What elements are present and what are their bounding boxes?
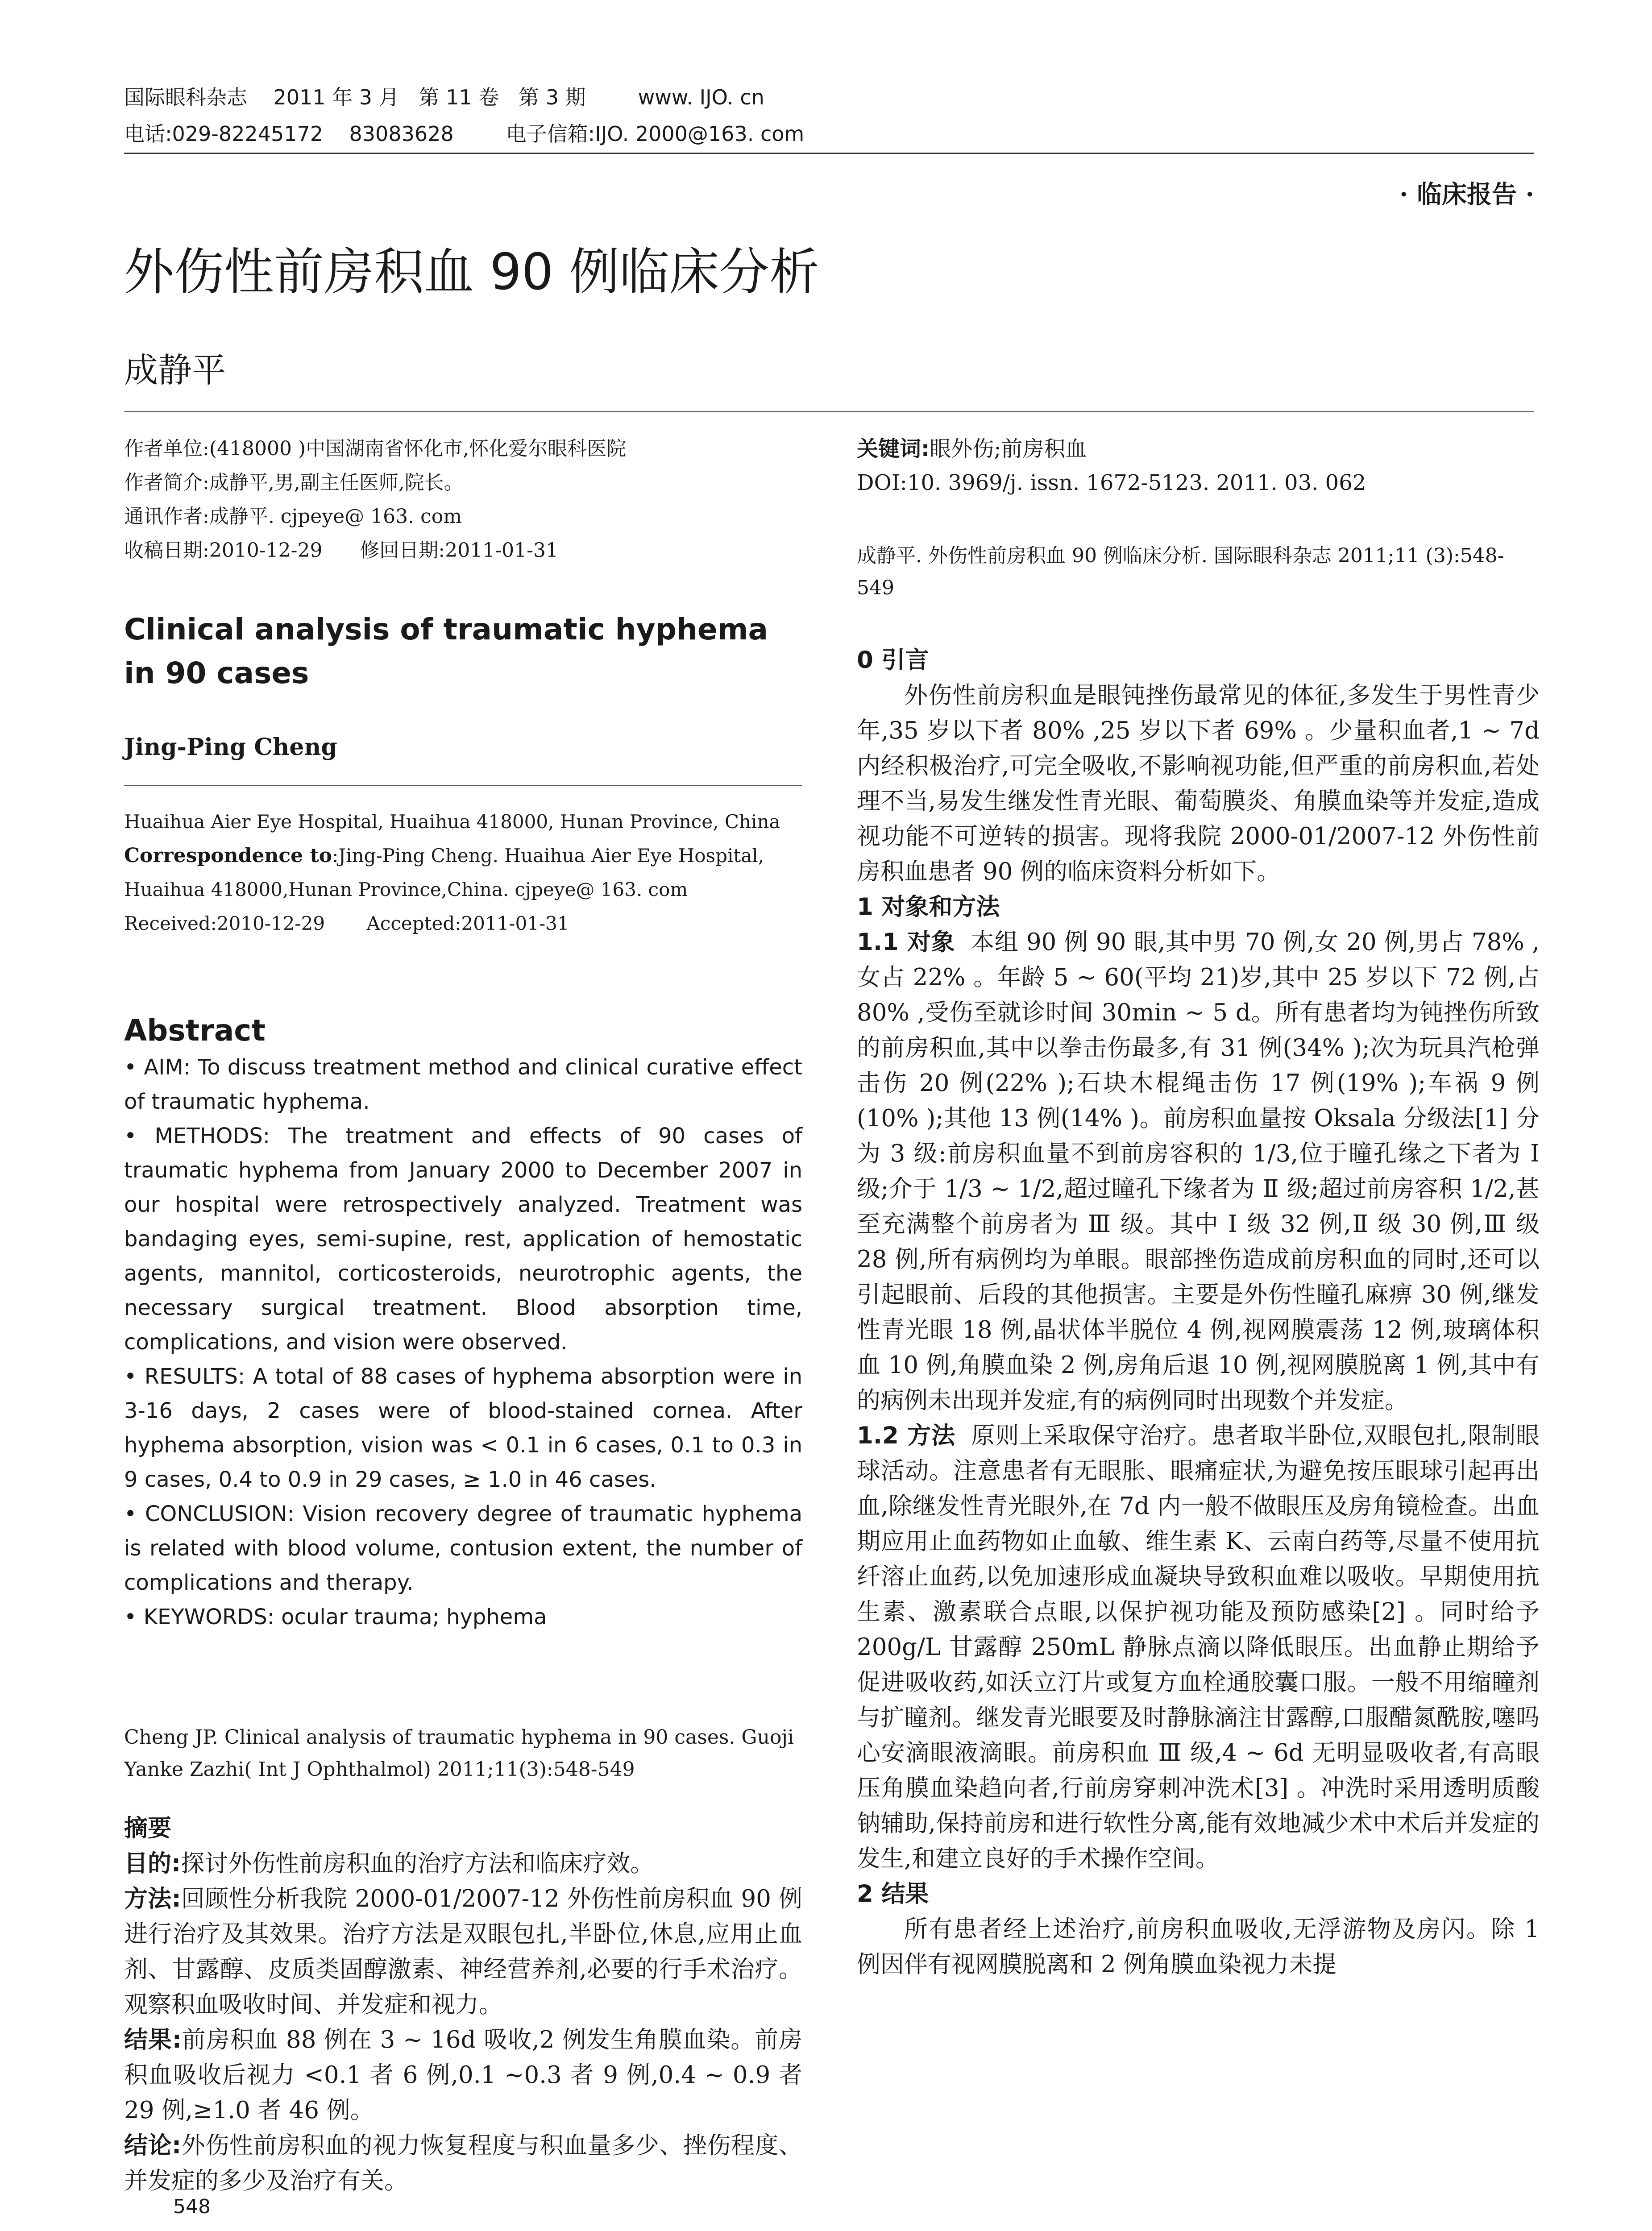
- page-number: 548: [173, 2195, 211, 2218]
- meta-dates: 收稿日期:2010-12-29 修回日期:2011-01-31: [124, 539, 558, 562]
- correspondence-label: Correspondence to: [124, 844, 332, 867]
- chinese-results-text: 前房积血 88 例在 3 ~ 16d 吸收,2 例发生角膜血染。前房积血吸收后视力 <0.1 者 6 例,0.1 ~0.3 者 9 例,0.4 ~ 0.9 者 29 例,≥1.0 者 46 例。: [124, 2026, 803, 2124]
- english-author: Jing-Ping Cheng: [124, 734, 337, 761]
- chinese-aim: [124, 1846, 802, 1881]
- keywords-block: [857, 432, 1540, 500]
- abstract-aim: • AIM: To discuss treatment method and clinical curative effect of traumatic hyphema.: [124, 1055, 802, 1114]
- chinese-conclusion-text: 外伤性前房积血的视力恢复程度与积血量多少、挫伤程度、并发症的多少及治疗有关。: [124, 2132, 803, 2194]
- english-correspondence: [124, 839, 802, 907]
- title-rule: [124, 411, 1534, 412]
- intro-heading: 0 引言: [857, 647, 929, 674]
- chinese-results: [124, 2022, 802, 2128]
- keywords-label: 关键词:: [857, 436, 930, 461]
- section1-1-label: 1.1 对象: [857, 929, 955, 956]
- correspondence-text: :Jing-Ping Cheng. Huaihua Aier Eye Hospital, Huaihua 418000,Hunan Province,China. cjpeye@ 163. com: [124, 845, 764, 900]
- chinese-results-label: 结果:: [124, 2026, 182, 2053]
- author-meta: [124, 432, 802, 568]
- chinese-conclusion-label: 结论:: [124, 2132, 182, 2159]
- abstract-methods: • METHODS: The treatment and effects of 90 cases of traumatic hyphema from January 2000 to December 2007 in our hospital were retrospectively analyzed. Treatment was bandaging eyes, semi-supine, rest, application of hemostatic agents, mannitol, corticosteroids, neurotrophic agents, the necessary surgical treatment. Blood absorption time, complications, and vision were observed.: [124, 1124, 802, 1355]
- chinese-conclusion: [124, 2128, 802, 2198]
- header-rule: [124, 153, 1534, 154]
- intro-text: 外伤性前房积血是眼钝挫伤最常见的体征,多发生于男性青少年,35 岁以下者 80% ,25 岁以下者 69% 。少量积血者,1 ~ 7d 内经积极治疗,可完全吸收,不影响视功能,但严重的前房积血,若处理不当,易发生继发性青光眼、葡萄膜炎、角膜血染等并发症,造成视功能不可逆转的损害。现将我院 2000-01/2007-12 外伤性前房积血患者 90 例的临床资料分析如下。: [857, 682, 1540, 885]
- article-title: 外伤性前房积血 90 例临床分析: [124, 243, 819, 301]
- chinese-aim-text: 探讨外伤性前房积血的治疗方法和临床疗效。: [181, 1850, 654, 1877]
- meta-bio: 作者简介:成静平,男,副主任医师,院长。: [124, 471, 464, 494]
- section1-1-text: 本组 90 例 90 眼,其中男 70 例,女 20 例,男占 78% ,女占 22% 。年龄 5 ~ 60(平均 21)岁,其中 25 岁以下 72 例,占 80% ,受伤至就诊时间 30min ~ 5 d。所有患者均为钝挫伤所致的前房积血,其中以拳击伤最多,有 31 例(34% );次为玩具汽枪弹击伤 20 例(22% );石块木棍绳击伤 17 例(19% );车祸 9 例(10% );其他 13 例(14% )。前房积血量按 Oksala 分级法[1] 分为 3 级:前房积血量不到前房容积的 1/3,位于瞳孔缘之下者为 I 级;介于 1/3 ~ 1/2,超过瞳孔下缘者为 Ⅱ 级;超过前房容积 1/2,甚至充满整个前房者为 Ⅲ 级。其中 Ⅰ 级 32 例,Ⅱ 级 30 例,Ⅲ 级 28 例,所有病例均为单眼。眼部挫伤造成前房积血的同时,还可以引起眼前、后段的其他损害。主要是外伤性瞳孔麻痹 30 例,继发性青光眼 18 例,晶状体半脱位 4 例,视网膜震荡 12 例,玻璃体积血 10 例,角膜血染 2 例,房角后退 10 例,视网膜脱离 1 例,其中有的病例未出现并发症,有的病例同时出现数个并发症。: [857, 929, 1540, 1414]
- journal-header-line1: 国际眼科杂志 2011 年 3 月 第 11 卷 第 3 期 www. IJO. cn: [124, 85, 764, 109]
- english-affiliation-block: [124, 805, 802, 941]
- section1-1: [857, 925, 1540, 1418]
- doi: DOI:10. 3969/j. issn. 1672-5123. 2011. 03. 062: [857, 470, 1366, 495]
- abstract-conclusion: • CONCLUSION: Vision recovery degree of traumatic hyphema is related with blood volume, contusion extent, the number of complications and therapy.: [124, 1501, 802, 1595]
- keywords-text: 眼外伤;前房积血: [930, 436, 1087, 461]
- english-citation: Cheng JP. Clinical analysis of traumatic hyphema in 90 cases. Guoji Yanke Zazhi( Int J Ophthalmol) 2011;11(3):548-549: [124, 1726, 794, 1781]
- abstract-body: [124, 1050, 802, 1634]
- section1-2-text: 原则上采取保守治疗。患者取半卧位,双眼包扎,限制眼球活动。注意患者有无眼胀、眼痛症状,为避免按压眼球引起再出血,除继发性青光眼外,在 7d 内一般不做眼压及房角镜检查。出血期应用止血药物如止血敏、维生素 K、云南白药等,尽量不使用抗纤溶止血药,以免加速形成血凝块导致积血难以吸收。早期使用抗生素、激素联合点眼,以保护视功能及预防感染[2] 。同时给予 200g/L 甘露醇 250mL 静脉点滴以降低眼压。出血静止期给予促进吸收药,如沃立汀片或复方血栓通胶囊口服。一般不用缩瞳剂与扩瞳剂。继发青光眼要及时静脉滴注甘露醇,口服醋氮酰胺,噻吗心安滴眼液滴眼。前房积血 Ⅲ 级,4 ~ 6d 无明显吸收者,有高眼压角膜血染趋向者,行前房穿刺冲洗术[3] 。冲洗时采用透明质酸钠辅助,保持前房和进行软性分离,能有效地减少术中术后并发症的发生,和建立良好的手术操作空间。: [857, 1422, 1540, 1872]
- keywords-line: [857, 432, 1540, 466]
- english-affiliation: Huaihua Aier Eye Hospital, Huaihua 418000, Hunan Province, China: [124, 811, 780, 833]
- english-received: Received:2010-12-29 Accepted:2011-01-31: [124, 912, 569, 934]
- chinese-citation: 成静平. 外伤性前房积血 90 例临床分析. 国际眼科杂志 2011;11 (3):548-549: [857, 544, 1504, 599]
- english-title: Clinical analysis of traumatic hyphema in 90 cases: [124, 612, 768, 690]
- section1-2: [857, 1418, 1540, 1876]
- section2-heading: 2 结果: [857, 1880, 929, 1908]
- abstract-keywords: • KEYWORDS: ocular trauma; hyphema: [124, 1605, 547, 1630]
- article-author: 成静平: [124, 350, 226, 390]
- abstract-results: • RESULTS: A total of 88 cases of hyphema absorption were in 3-16 days, 2 cases were of blood-stained cornea. After hyphema absorption, vision was < 0.1 in 6 cases, 0.1 to 0.3 in 9 cases, 0.4 to 0.9 in 29 cases, ≥ 1.0 in 46 cases.: [124, 1364, 802, 1492]
- section1-2-label: 1.2 方法: [857, 1422, 955, 1449]
- abstract-heading: Abstract: [124, 1013, 266, 1048]
- chinese-methods-text: 回顾性分析我院 2000-01/2007-12 外伤性前房积血 90 例进行治疗及其效果。治疗方法是双眼包扎,半卧位,休息,应用止血剂、甘露醇、皮质类固醇激素、神经营养剂,必要的行手术治疗。观察积血吸收时间、并发症和视力。: [124, 1885, 802, 2018]
- chinese-aim-label: 目的:: [124, 1850, 181, 1877]
- meta-correspondence: 通讯作者:成静平. cjpeye@ 163. com: [124, 505, 462, 528]
- section1-heading: 1 对象和方法: [857, 893, 1000, 921]
- section-tag: · 临床报告 ·: [1399, 180, 1534, 209]
- english-author-rule: [124, 785, 802, 786]
- meta-affiliation: 作者单位:(418000 )中国湖南省怀化市,怀化爱尔眼科医院: [124, 437, 627, 460]
- chinese-methods: [124, 1881, 802, 2022]
- article-body: [857, 643, 1540, 1982]
- section2-text: 所有患者经上述治疗,前房积血吸收,无浮游物及房闪。除 1 例因伴有视网膜脱离和 2 例角膜血染视力未提: [857, 1916, 1540, 1978]
- chinese-methods-label: 方法:: [124, 1885, 181, 1912]
- chinese-abstract-heading: 摘要: [124, 1815, 171, 1842]
- chinese-abstract: [124, 1811, 802, 2198]
- journal-header-line2: 电话:029-82245172 83083628 电子信箱:IJO. 2000@163. com: [124, 122, 805, 146]
